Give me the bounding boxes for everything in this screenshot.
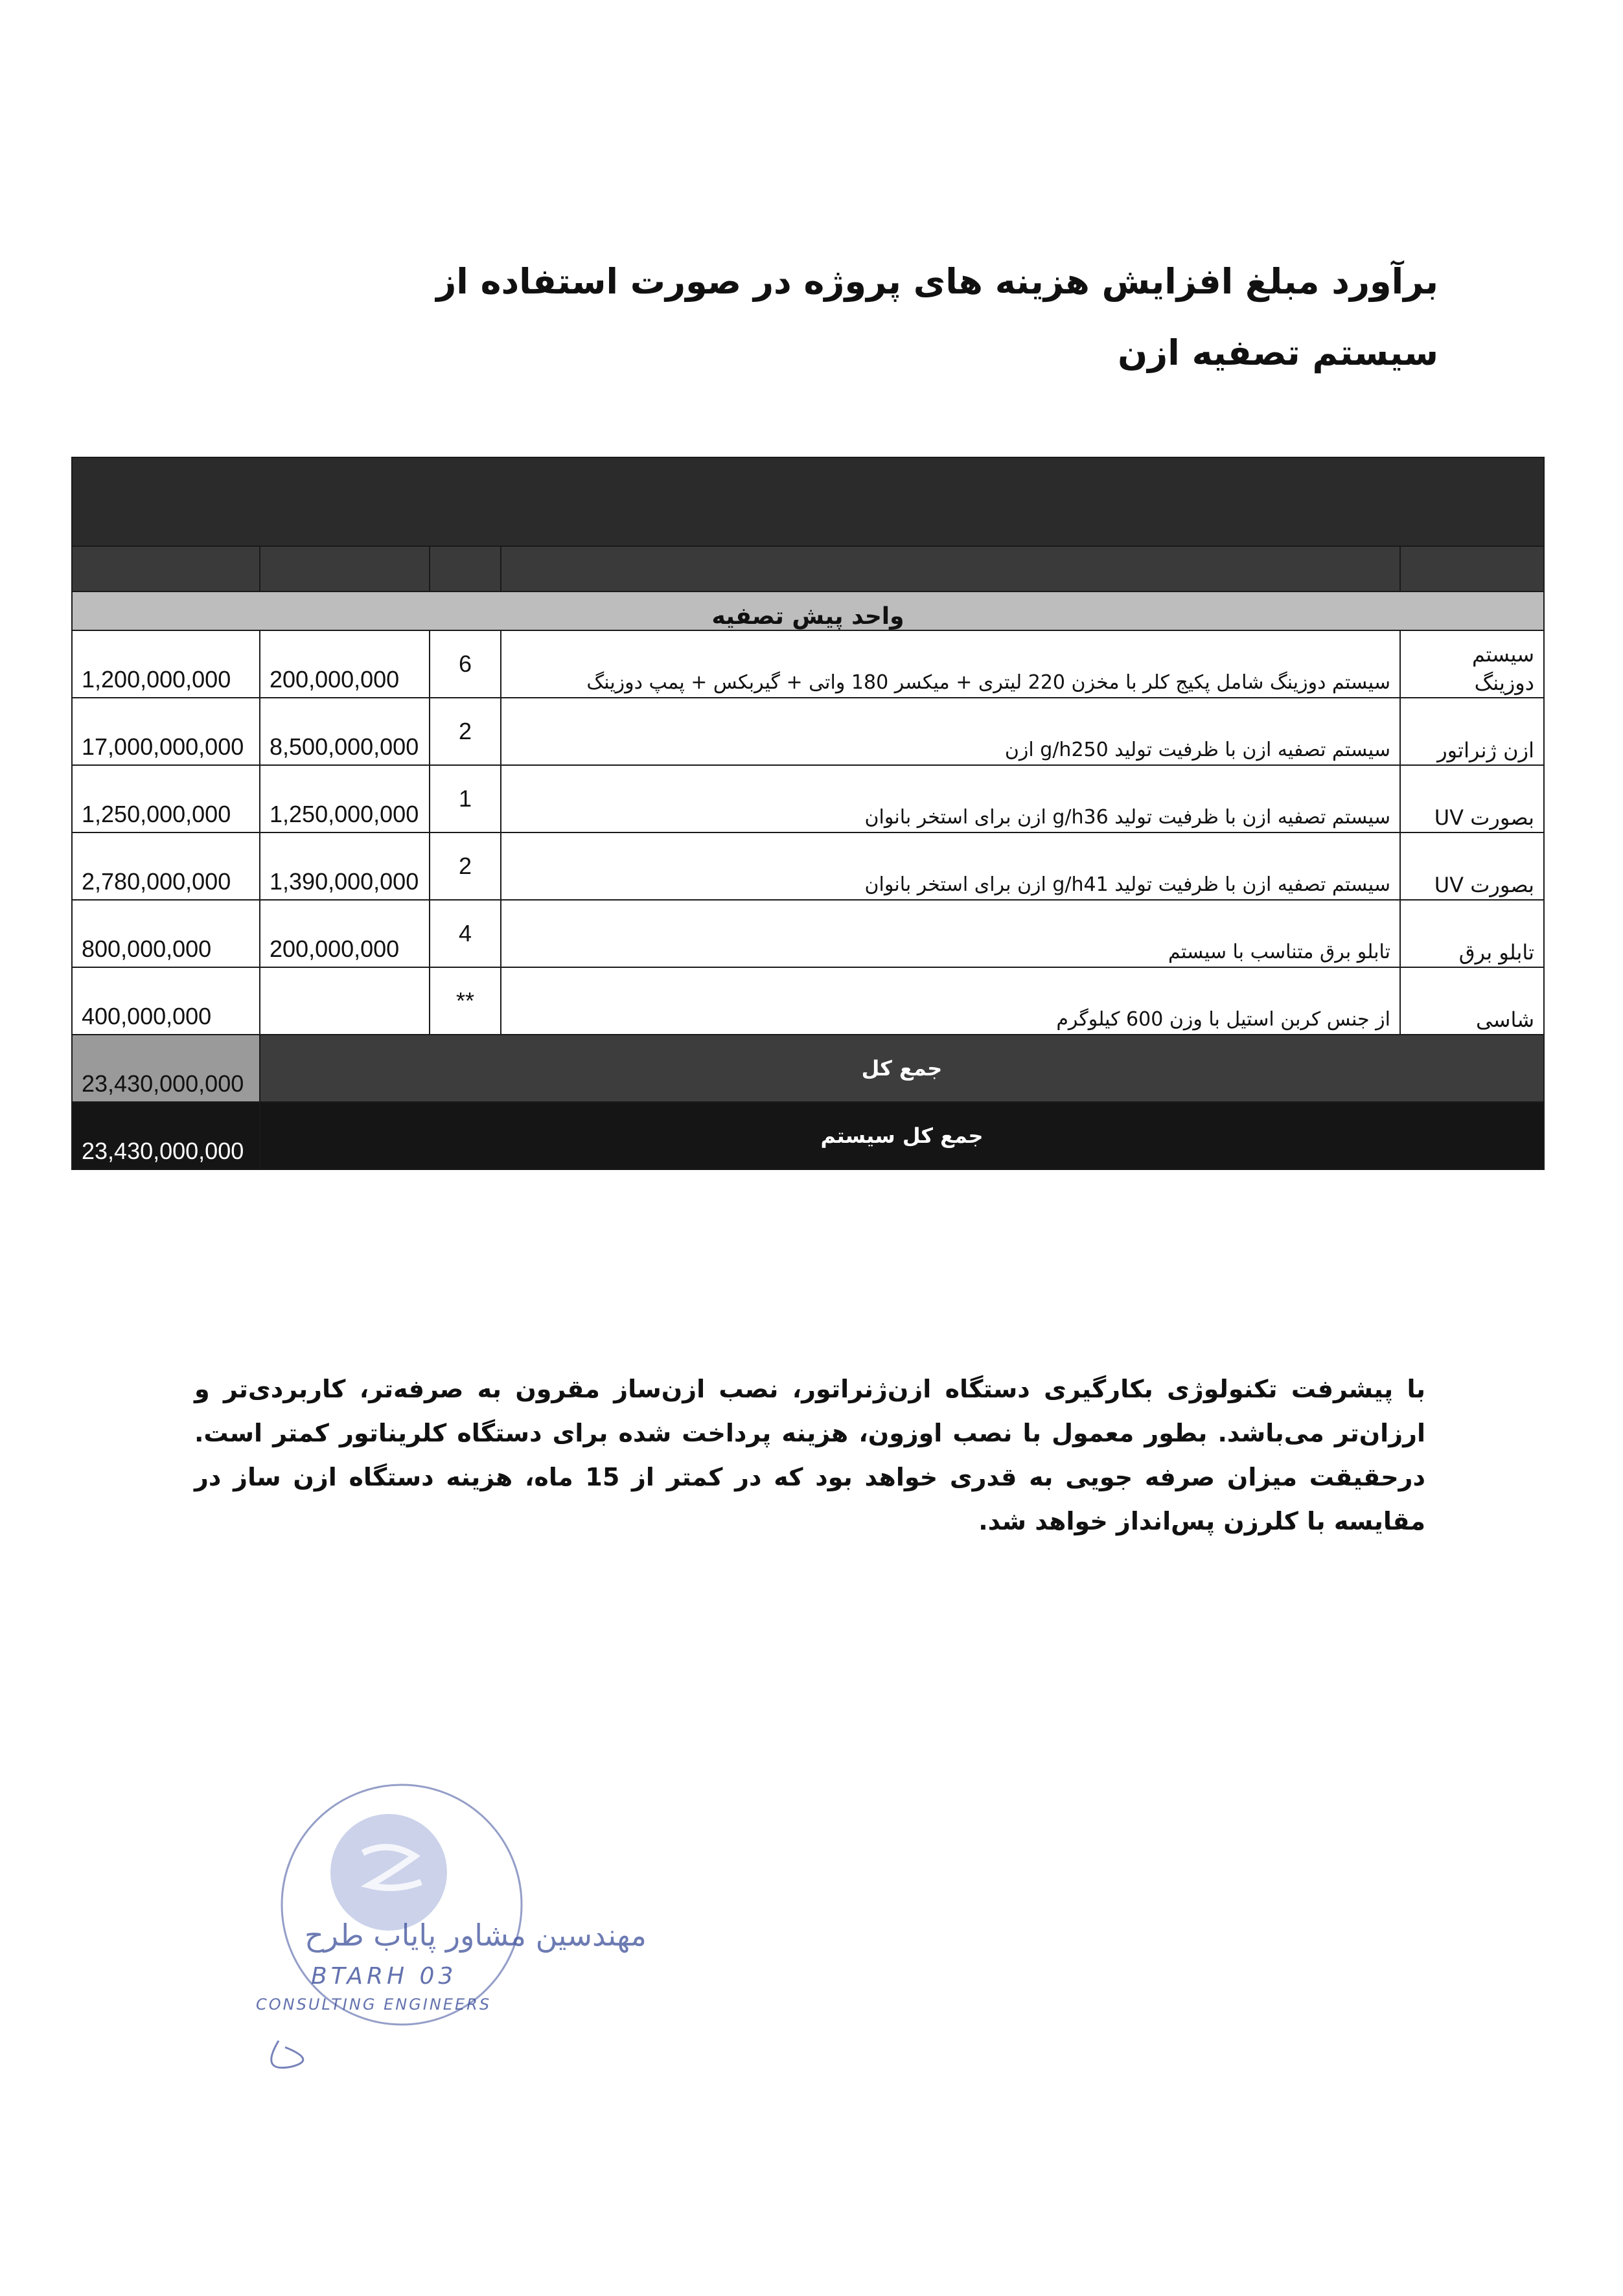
cost-table — [71, 457, 1545, 1170]
header-unit-price-cell — [260, 546, 430, 591]
row-qty: 6 — [430, 630, 501, 698]
row-total: 1,250,000,000 — [72, 765, 260, 832]
stamp-line-en-1: BTARH 03 — [311, 1963, 457, 1990]
table-row — [72, 900, 1544, 967]
row-category: شاسی — [1400, 967, 1544, 1035]
row-unit-price — [260, 967, 430, 1035]
section-title: واحد پیش تصفیه — [72, 591, 1544, 630]
table-banner — [72, 457, 1544, 546]
total-row — [72, 1035, 1544, 1102]
header-description-cell — [501, 546, 1400, 591]
document-title: برآورد مبلغ افزایش هزینه های پروژه در صورت استفاده از سیستم تصفیه ازن — [436, 261, 1438, 373]
row-qty: 4 — [430, 900, 501, 967]
row-unit-price: 200,000,000 — [260, 630, 430, 698]
grand-total-value: 23,430,000,000 — [72, 1102, 260, 1169]
table-row — [72, 630, 1544, 698]
row-qty: 2 — [430, 832, 501, 900]
row-category: ازن ژنراتور — [1400, 698, 1544, 765]
stamp-company-name-fa — [305, 1918, 647, 1953]
header-total-cell — [72, 546, 260, 591]
total-label: جمع کل — [260, 1035, 1544, 1102]
grand-total-label: جمع کل سیستم — [260, 1102, 1544, 1169]
section-row — [72, 591, 1544, 630]
stamp-line-fa-1: مهندسین مشاور — [445, 1918, 647, 1953]
row-description: سیستم دوزینگ شامل پکیج کلر با مخزن 220 لیتری + میکسر 180 واتی + گیربکس + پمپ دوزینگ — [501, 630, 1400, 698]
table-row — [72, 832, 1544, 900]
row-category: بصورت UV — [1400, 832, 1544, 900]
row-unit-price: 200,000,000 — [260, 900, 430, 967]
header-category-cell — [1400, 546, 1544, 591]
row-qty: 2 — [430, 698, 501, 765]
stamp-line-fa-2: پایاب طرح — [305, 1918, 437, 1953]
row-unit-price: 1,250,000,000 — [260, 765, 430, 832]
grand-total-row — [72, 1102, 1544, 1169]
row-description: سیستم تصفیه ازن با ظرفیت تولید g/h41 ازن برای استخر بانوان — [501, 832, 1400, 900]
table-row — [72, 698, 1544, 765]
row-total: 2,780,000,000 — [72, 832, 260, 900]
row-qty: 1 — [430, 765, 501, 832]
row-total: 400,000,000 — [72, 967, 260, 1035]
row-description: تابلو برق متناسب با سیستم — [501, 900, 1400, 967]
row-unit-price: 1,390,000,000 — [260, 832, 430, 900]
table-row — [72, 967, 1544, 1035]
row-description: سیستم تصفیه ازن با ظرفیت تولید g/h250 ازن — [501, 698, 1400, 765]
header-qty-cell — [430, 546, 501, 591]
row-total: 800,000,000 — [72, 900, 260, 967]
table-header-row — [72, 546, 1544, 591]
stamp-line-en-2: CONSULTING ENGINEERS — [256, 1995, 492, 2014]
row-category: سیستم دوزینگ — [1400, 630, 1544, 698]
row-total: 17,000,000,000 — [72, 698, 260, 765]
row-description: از جنس کربن استیل با وزن 600 کیلوگرم — [501, 967, 1400, 1035]
row-unit-price: 8,500,000,000 — [260, 698, 430, 765]
row-description: سیستم تصفیه ازن با ظرفیت تولید g/h36 ازن برای استخر بانوان — [501, 765, 1400, 832]
row-qty: ** — [430, 967, 501, 1035]
row-category: بصورت UV — [1400, 765, 1544, 832]
row-total: 1,200,000,000 — [72, 630, 260, 698]
total-value: 23,430,000,000 — [72, 1035, 260, 1102]
explanatory-note: با پیشرفت تکنولوژی بکارگیری دستگاه ازن‌ژنراتور، نصب ازن‌ساز مقرون به صرفه‌تر، کاربردی‌تر و ارزان‌تر می‌باشد. بطور معمول با نصب اوزون، هزینه پرداخت شده برای دستگاه کلریناتور کمتر است. درحقیقت میزان صرفه جویی به قدری خواهد بود که در کمتر از 15 ماه، هزینه دستگاه ازن ساز در مقایسه با کلرزن پس‌انداز خواهد شد. — [194, 1375, 1425, 1535]
table-row — [72, 765, 1544, 832]
row-category: تابلو برق — [1400, 900, 1544, 967]
